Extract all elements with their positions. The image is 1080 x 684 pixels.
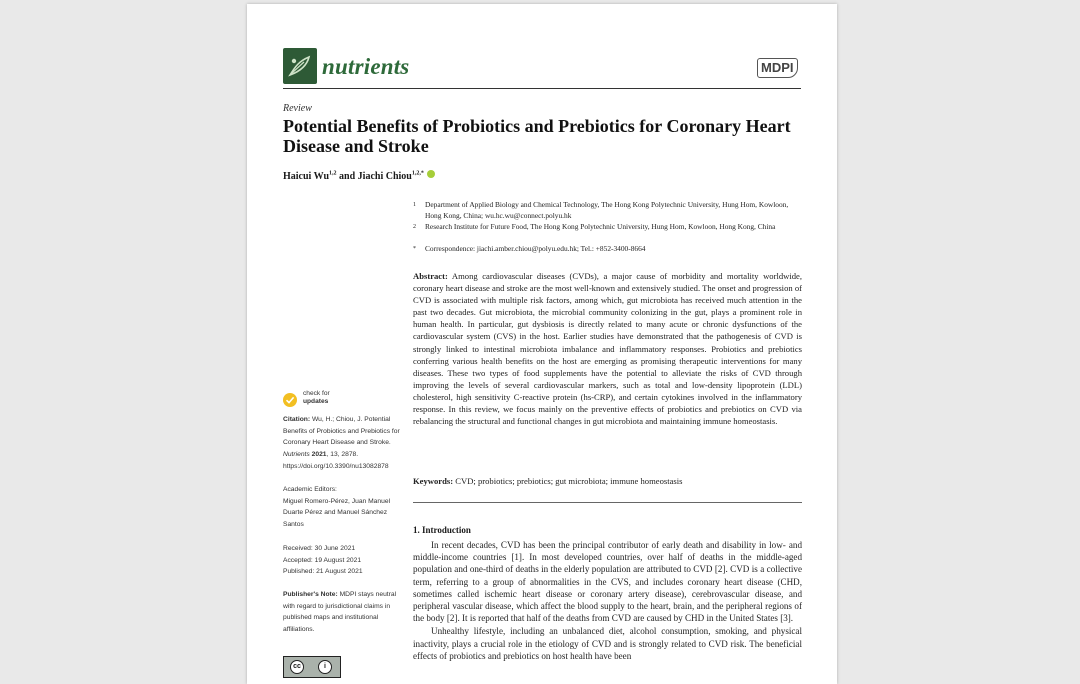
correspondence: [413, 244, 793, 255]
orcid-icon[interactable]: [427, 170, 435, 178]
check-updates-line: updates: [303, 398, 329, 405]
publication-dates: [283, 543, 405, 578]
published-date: Published: 21 August 2021: [283, 568, 363, 576]
paper-page: [247, 4, 837, 684]
affiliation-mark: 1: [413, 202, 416, 208]
author-name: Jiachi Chiou: [357, 171, 412, 182]
citation-year: 2021: [311, 451, 327, 459]
editors-label: Academic Editors:: [283, 486, 337, 493]
author-list: [283, 170, 435, 182]
journal-name: nutrients: [322, 54, 410, 79]
author-affiliation-mark: 1,2: [329, 170, 337, 177]
abstract-label: Abstract:: [413, 271, 448, 281]
article-title: Potential Benefits of Probiotics and Prebiotics for Coronary Heart Disease and Stroke: [283, 116, 791, 156]
affiliation-text: Research Institute for Future Food, The Hong Kong Polytechnic University, Hung Hom, Kowloon, Hong Kong, China: [425, 222, 776, 231]
keywords: [413, 476, 802, 486]
citation-block: [283, 414, 405, 473]
author-name: Haicui Wu: [283, 171, 330, 182]
citation-journal: Nutrients: [283, 451, 310, 459]
check-updates-line: check for: [303, 390, 330, 397]
header-divider: [283, 88, 801, 89]
leaf-icon: [287, 53, 313, 79]
publisher-logo: MDPI: [757, 58, 798, 78]
academic-editors: [283, 484, 405, 531]
editors-text: Miguel Romero-Pérez, Juan Manuel Duarte Pérez and Manuel Sánchez Santos: [283, 497, 391, 529]
affiliation-item: [413, 222, 793, 233]
correspondence-text: Correspondence: jiachi.amber.chiou@polyu.edu.hk; Tel.: +852-3400-8664: [425, 244, 646, 253]
journal-logo: [283, 48, 317, 84]
citation-label: Citation:: [283, 416, 311, 423]
paragraph: Unhealthy lifestyle, including an unbalanced diet, alcohol consumption, smoking, and physical inactivity, plays a crucial role in the etiology of CVD and is strongly related to CVD risk. The beneficial effects of probiotics and prebiotics on host health have been: [413, 626, 802, 661]
keywords-label: Keywords:: [413, 476, 454, 486]
check-updates-label: [303, 390, 383, 406]
author-conjunction: and: [336, 171, 358, 182]
citation-text: Wu, H.; Chiou, J. Potential Benefits of Probiotics and Prebiotics for Coronary Heart Disease and Stroke.: [283, 416, 400, 447]
attribution-icon: i: [318, 660, 332, 674]
abstract: [413, 270, 802, 427]
keywords-text: CVD; probiotics; prebiotics; gut microbiota; immune homeostasis: [455, 476, 683, 486]
section-heading: 1. Introduction: [413, 525, 471, 535]
affiliation-text: Department of Applied Biology and Chemical Technology, The Hong Kong Polytechnic University, Hung Hom, Kowloon, Hong Kong, China; wu.hc.wu@connect.polyu.hk: [425, 200, 789, 220]
affiliation-mark: 2: [413, 224, 416, 230]
cc-icon: cc: [290, 660, 304, 674]
publishers-note: [283, 589, 405, 636]
affiliation-mark: *: [413, 246, 416, 252]
section-divider: [413, 502, 802, 503]
abstract-text: Among cardiovascular diseases (CVDs), a major cause of morbidity and mortality worldwide, coronary heart disease and stroke are the most well-known and extensively studied. The onset and progression of CVD is associated with multiple risk factors, among which, gut microbiota has received much attention in the past two decades. Gut microbiota, the microbial community colonizing in the gut, plays a prominent role in human health. In particular, gut dysbiosis is directly related to many acute or chronic dysfunctions of the cardiovascular system (CVS) in the host. Earlier studies have demonstrated that the pathogenesis of CVD is strongly linked to intestinal microbiota imbalance and inflammatory responses. Probiotics and prebiotics conferring various health benefits on the host are emerging as promising therapeutic interventions for many diseases. These two types of food supplements have the potential to alleviate the risks of CVD through improving the levels of several cardiovascular markers, such as total and low-density lipoprotein (LDL) cholesterol, high sensitivity C-reactive protein (hs-CRP), and certain cytokines involved in the inflammatory response. In this review, we focus mainly on the preventive effects of probiotics and prebiotics on CVD via rebalancing the structural and functional changes in gut microbiota and maintaining immune homeostasis.: [413, 271, 802, 427]
citation-doi[interactable]: , 13, 2878. https://doi.org/10.3390/nu13082878: [283, 451, 389, 470]
affiliation-item: [413, 200, 793, 221]
note-label: Publisher's Note:: [283, 591, 338, 598]
paragraph: In recent decades, CVD has been the principal contributor of early death and disability in low- and middle-income countries [1]. In most developed countries, over half of deaths in the middle-aged population and one-third of deaths in the elderly population are attributed to CVD [2]. CVD is a collective term, referring to a group of abnormalities in the CVS, and includes coronary heart disease (CHD, sometimes called ischemic heart disease or coronary artery disease), cerebrovascular disease, and peripheral vascular disease, which affect the blood supply to the heart, brain, and the peripheral regions of the body [2]. It is reported that half of the deaths from CVD are caused by CHD in the United States [3].: [413, 540, 802, 624]
accepted-date: Accepted: 19 August 2021: [283, 556, 362, 564]
author-affiliation-mark: 1,2,*: [411, 170, 424, 177]
article-type: Review: [283, 103, 312, 114]
introduction-body: [413, 539, 802, 663]
checkmark-icon: [283, 393, 297, 407]
received-date: Received: 30 June 2021: [283, 545, 356, 552]
note-text: MDPI stays neutral with regard to jurisdictional claims in published maps and institutional affiliations.: [283, 591, 397, 634]
